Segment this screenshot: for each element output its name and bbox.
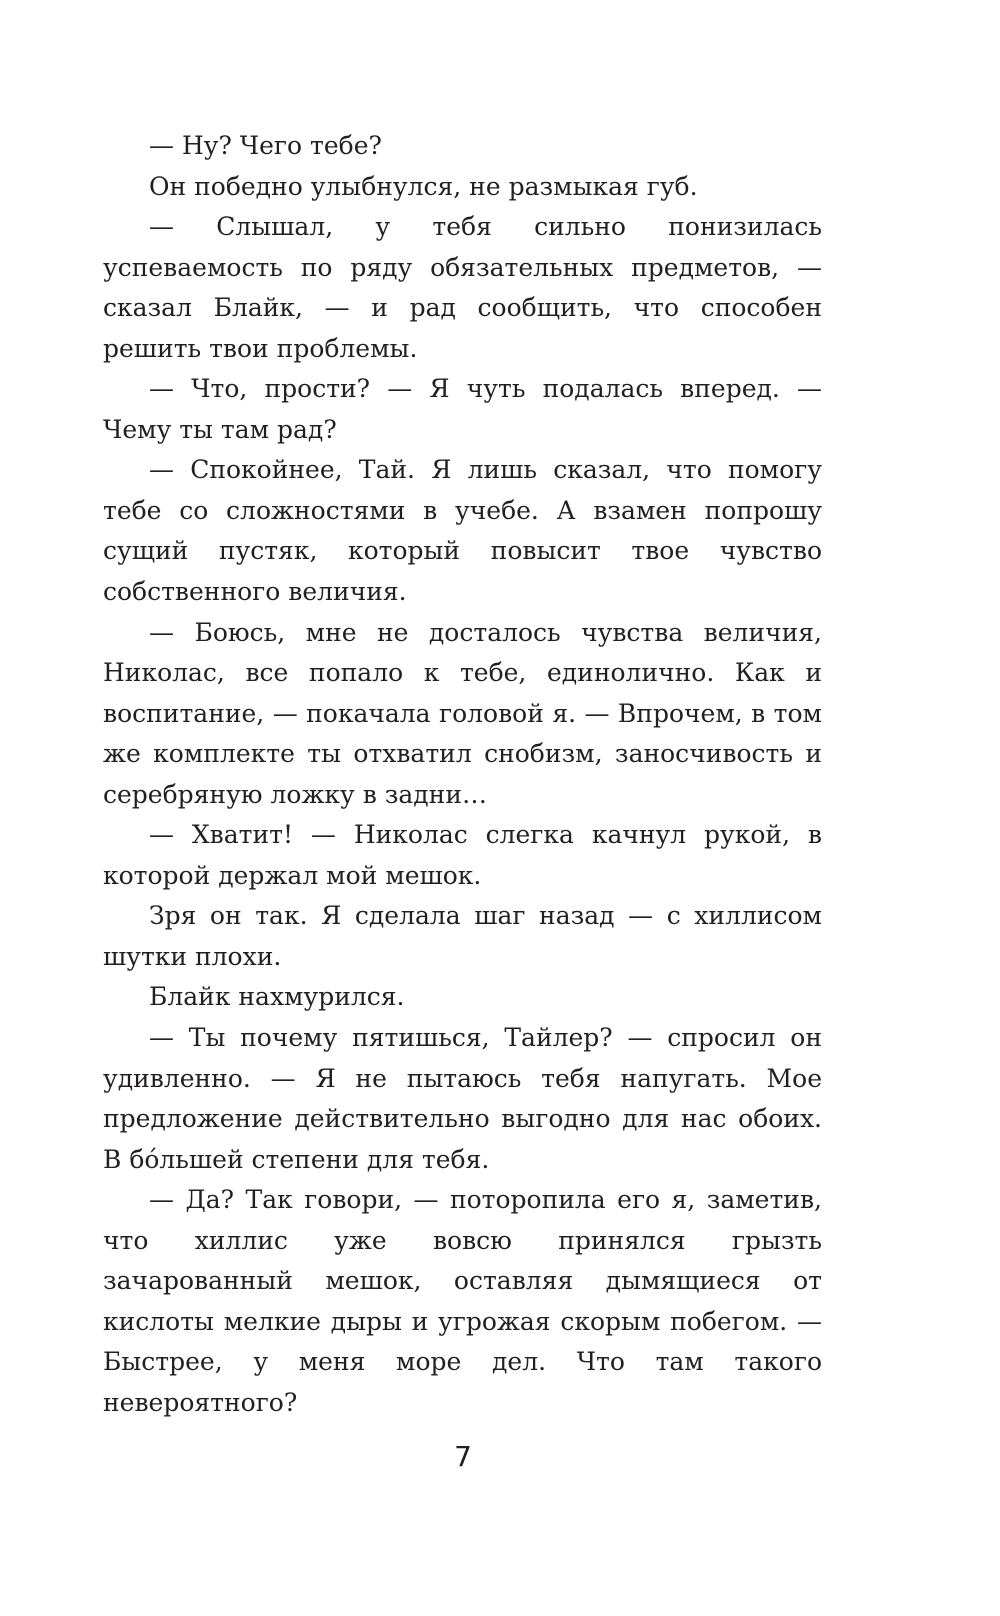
body-text	[103, 126, 822, 1424]
paragraph: — Спокойнее, Тай. Я лишь сказал, что помогу тебе со сложностями в учебе. А взамен попрошу сущий пустяк, который повысит твое чувство собственного величия.	[103, 455, 822, 607]
paragraph: Он победно улыбнулся, не размыкая губ.	[149, 171, 698, 201]
paragraph: — Да? Так говори, — поторопила его я, заметив, что хиллис уже вовсю принялся грызть зачарованный мешок, оставляя дымящиеся от кислоты мелкие дыры и угрожая скорым побегом. — Быстрее, у меня море дел. Что там такого невероятного?	[103, 1185, 822, 1417]
paragraph: — Ты почему пятишься, Тайлер? — спросил он удивленно. — Я не пытаюсь тебя напугать. Мое предложение действительно выгодно для нас обоих. В бóльшей степени для тебя.	[103, 1023, 822, 1174]
page-number: 7	[454, 1440, 472, 1473]
paragraph: — Слышал, у тебя сильно понизилась успеваемость по ряду обязательных предметов, — сказал Блайк, — и рад сообщить, что способен решить твои проблемы.	[103, 212, 822, 363]
paragraph: Зря он так. Я сделала шаг назад — с хиллисом шутки плохи.	[103, 901, 822, 971]
paragraph: — Боюсь, мне не досталось чувства величия, Николас, все попало к тебе, единолично. Как и воспитание, — покачала головой я. — Впрочем, в том же комплекте ты отхватил снобизм, заносчивость и серебряную ложку в задни…	[103, 617, 822, 809]
paragraph: — Хватит! — Николас слегка качнул рукой, в которой держал мой мешок.	[103, 820, 822, 890]
paragraph: Блайк нахмурился.	[149, 982, 405, 1012]
paragraph: — Что, прости? — Я чуть подалась вперед. — Чему ты там рад?	[103, 374, 822, 444]
paragraph: — Ну? Чего тебе?	[149, 131, 382, 160]
